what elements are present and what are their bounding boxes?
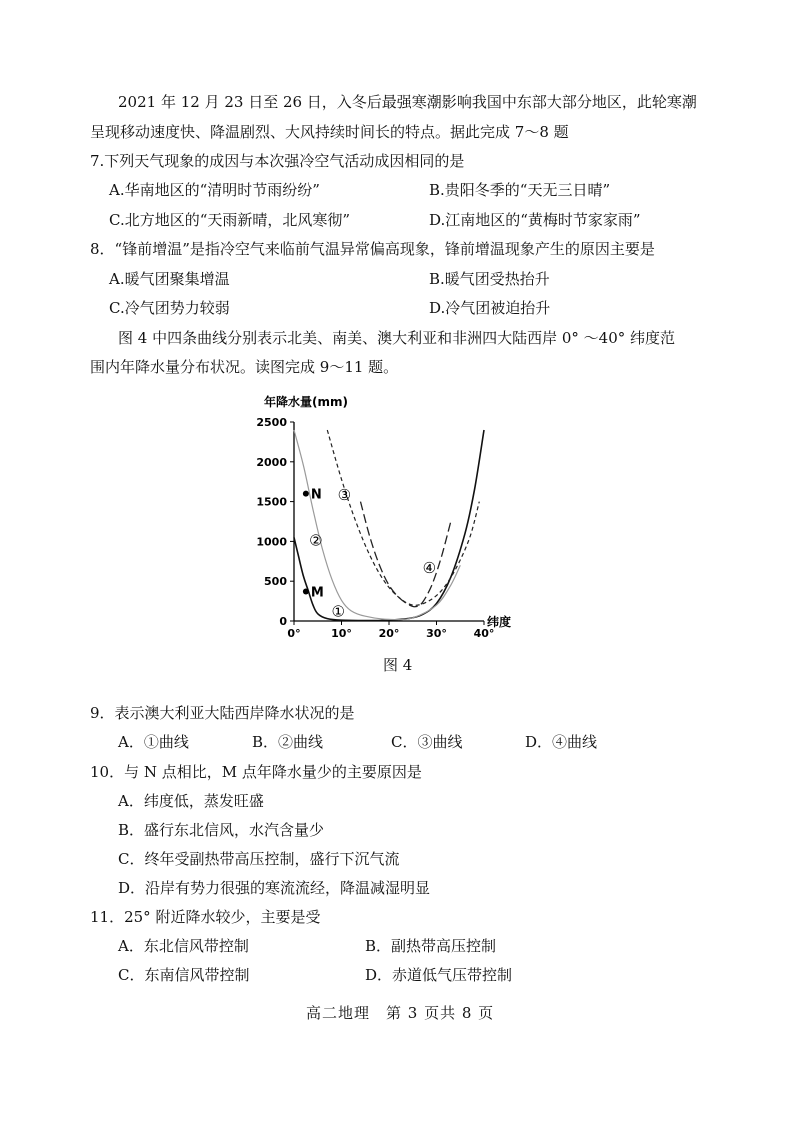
page-footer: 高二地理 第 3 页共 8 页 — [306, 1004, 495, 1022]
question-7-option-d: D.江南地区的“黄梅时节家家雨” — [429, 211, 641, 229]
x-ticks — [287, 621, 494, 640]
intro-paragraph-1-line-1: 2021 年 12 月 23 日至 26 日，入冬后最强寒潮影响我国中东部大部分地区，此轮寒潮 — [118, 93, 697, 111]
point-m-label: M — [310, 585, 324, 601]
intro-paragraph-2-line-1: 图 4 中四条曲线分别表示北美、南美、澳大利亚和非洲四大陆西岸 0° ～40° 纬度范 — [118, 329, 676, 347]
question-11-option-c: C．东南信风带控制 — [118, 966, 250, 984]
curve-label-3: ③ — [337, 486, 352, 505]
y-tick-label: 0 — [279, 615, 287, 628]
question-9-option-a: A．①曲线 — [118, 733, 189, 751]
curve-label-4: ④ — [422, 559, 437, 578]
x-axis-label: 纬度 — [487, 615, 512, 629]
y-tick-label: 2500 — [256, 416, 287, 429]
y-axis-label: 年降水量(mm) — [264, 395, 348, 409]
question-10-option-d: D．沿岸有势力很强的寒流流经，降温减湿明显 — [118, 879, 431, 897]
y-tick-label: 1500 — [256, 495, 287, 509]
y-tick-label: 1000 — [256, 535, 287, 549]
question-9-option-d: D．④曲线 — [525, 733, 598, 751]
curve-4 — [361, 502, 451, 607]
question-10-option-c: C．终年受副热带高压控制，盛行下沉气流 — [118, 850, 400, 868]
question-10-stem: 10．与 N 点相比，M 点年降水量少的主要原因是 — [90, 763, 422, 781]
question-7-stem: 7.下列天气现象的成因与本次强冷空气活动成因相同的是 — [90, 152, 465, 170]
chart-svg — [244, 388, 512, 650]
question-8-option-d: D.冷气团被迫抬升 — [429, 299, 551, 317]
point-m — [303, 589, 309, 595]
intro-paragraph-1-line-2: 呈现移动速度快、降温剧烈、大风持续时间长的特点。据此完成 7～8 题 — [90, 123, 569, 141]
question-7-option-c: C.北方地区的“天雨新晴，北风寒彻” — [109, 211, 351, 229]
question-8-option-c: C.冷气团势力较弱 — [109, 299, 230, 317]
x-tick-label: 20° — [378, 627, 400, 640]
x-tick-label: 10° — [331, 627, 352, 640]
curve-labels — [309, 486, 436, 621]
question-11-option-d: D．赤道低气压带控制 — [365, 966, 513, 984]
question-10-option-b: B．盛行东北信风，水汽含量少 — [118, 821, 325, 839]
figure-caption: 图 4 — [383, 656, 413, 674]
question-8-option-a: A.暖气团聚集增温 — [109, 270, 230, 288]
question-11-option-b: B．副热带高压控制 — [365, 937, 497, 955]
x-tick-label: 40° — [473, 627, 495, 640]
x-tick-label: 0° — [287, 627, 301, 640]
point-n — [303, 491, 309, 497]
question-10-option-a: A．纬度低，蒸发旺盛 — [118, 792, 264, 810]
question-7-option-a: A.华南地区的“清明时节雨纷纷” — [109, 181, 320, 199]
figure-4-chart — [244, 388, 512, 650]
question-11-stem: 11．25° 附近降水较少，主要是受 — [90, 908, 321, 926]
question-8-stem: 8．“锋前增温”是指冷空气来临前气温异常偏高现象，锋前增温现象产生的原因主要是 — [90, 240, 655, 258]
y-tick-label: 500 — [264, 575, 287, 589]
question-8-option-b: B.暖气团受热抬升 — [429, 270, 550, 288]
question-9-option-c: C．③曲线 — [391, 733, 463, 751]
y-tick-label: 2000 — [256, 455, 287, 469]
question-7-option-b: B.贵阳冬季的“天无三日晴” — [429, 181, 611, 199]
question-9-option-b: B．②曲线 — [252, 733, 324, 751]
curve-3 — [327, 430, 479, 605]
curve-label-2: ② — [309, 531, 323, 550]
x-tick-label: 30° — [426, 627, 447, 640]
curve-label-1: ① — [331, 602, 345, 621]
point-n-label: N — [310, 487, 322, 503]
question-9-stem: 9．表示澳大利亚大陆西岸降水状况的是 — [90, 704, 355, 722]
question-11-option-a: A．东北信风带控制 — [118, 937, 249, 955]
intro-paragraph-2-line-2: 围内年降水量分布状况。读图完成 9～11 题。 — [90, 358, 399, 376]
y-ticks — [256, 416, 294, 628]
